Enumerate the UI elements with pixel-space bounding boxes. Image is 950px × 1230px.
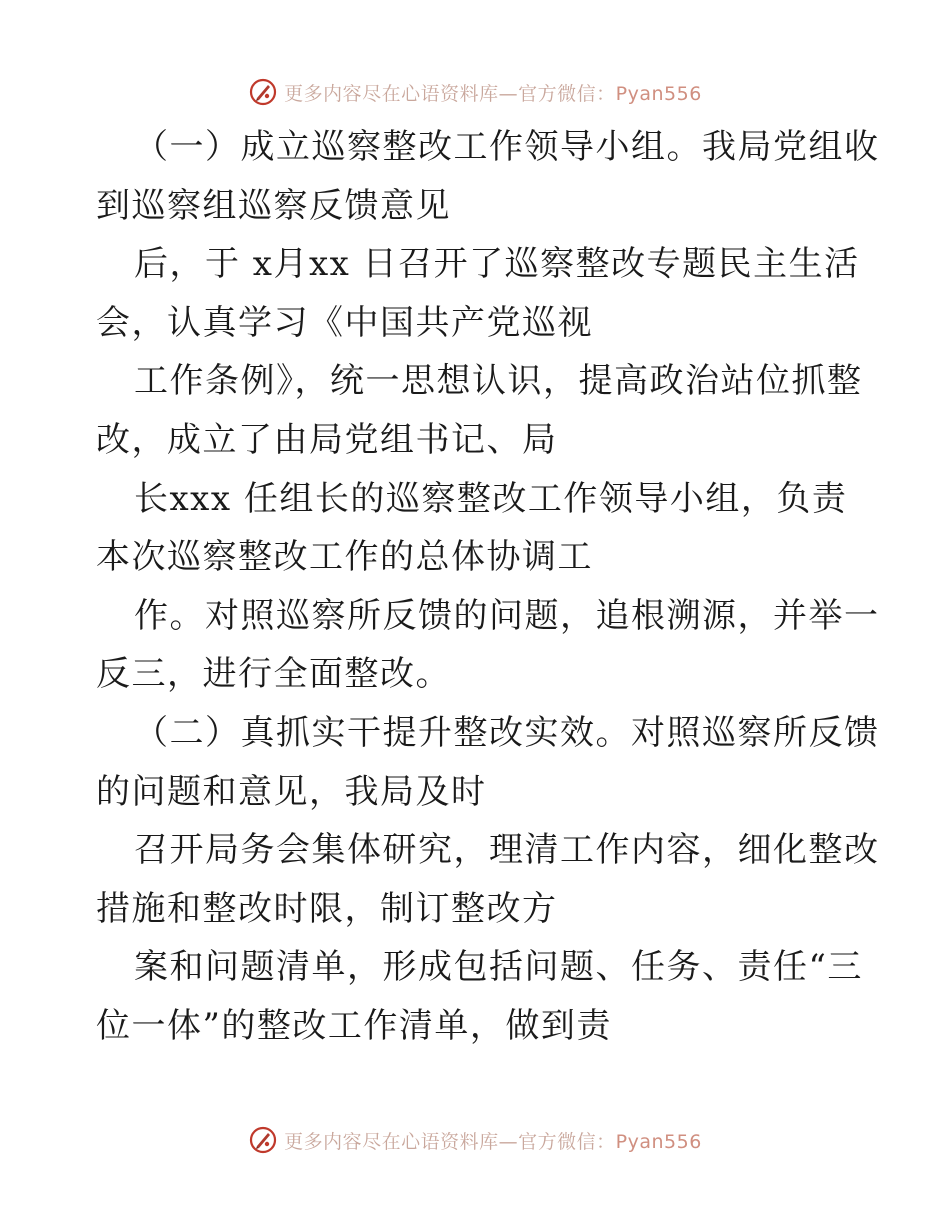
- quill-seal-icon: [248, 1125, 278, 1155]
- text-line: 改，成立了由局党组书记、局: [96, 420, 558, 460]
- header-watermark: [0, 72, 950, 112]
- watermark-text: 更多内容尽在心语资料库—官方微信：Pyan556: [284, 82, 702, 105]
- text-line: 措施和整改时限，制订整改方: [96, 888, 558, 929]
- text-line: 本次巡察整改工作的总体协调工: [96, 537, 593, 578]
- text-line: 到巡察组巡察反馈意见: [96, 185, 451, 226]
- watermark-wechat-id: Pyan556: [615, 82, 702, 105]
- text-line: 的问题和意见，我局及时: [96, 771, 487, 812]
- text-line: （一）成立巡察整改工作领导小组。我局党组收: [134, 127, 880, 167]
- text-line: 工作条例》，统一思想认识，提高政治站位抓整: [134, 361, 863, 402]
- text-line: （二）真抓实干提升整改实效。对照巡察所反馈: [134, 713, 880, 753]
- footer-watermark: [0, 1120, 950, 1160]
- text-line: 作。对照巡察所反馈的问题，追根溯源，并举一: [134, 595, 880, 636]
- text-line: 反三，进行全面整改。: [96, 654, 451, 695]
- text-line: 案和问题清单，形成包括问题、任务、责任“三: [134, 947, 863, 988]
- text-line: 会，认真学习《中国共产党巡视: [96, 302, 593, 343]
- text-line: 位一体”的整改工作清单，做到责: [96, 1006, 612, 1046]
- watermark-wechat-id: Pyan556: [615, 1130, 702, 1153]
- quill-seal-icon: [248, 77, 278, 107]
- text-line: 召开局务会集体研究，理清工作内容，细化整改: [134, 830, 880, 871]
- text-line: 后，于 x月xx 日召开了巡察整改专题民主生活: [134, 244, 860, 285]
- text-line: 长xxx 任组长的巡察整改工作领导小组，负责: [134, 478, 848, 519]
- watermark-text: 更多内容尽在心语资料库—官方微信：Pyan556: [284, 1130, 702, 1153]
